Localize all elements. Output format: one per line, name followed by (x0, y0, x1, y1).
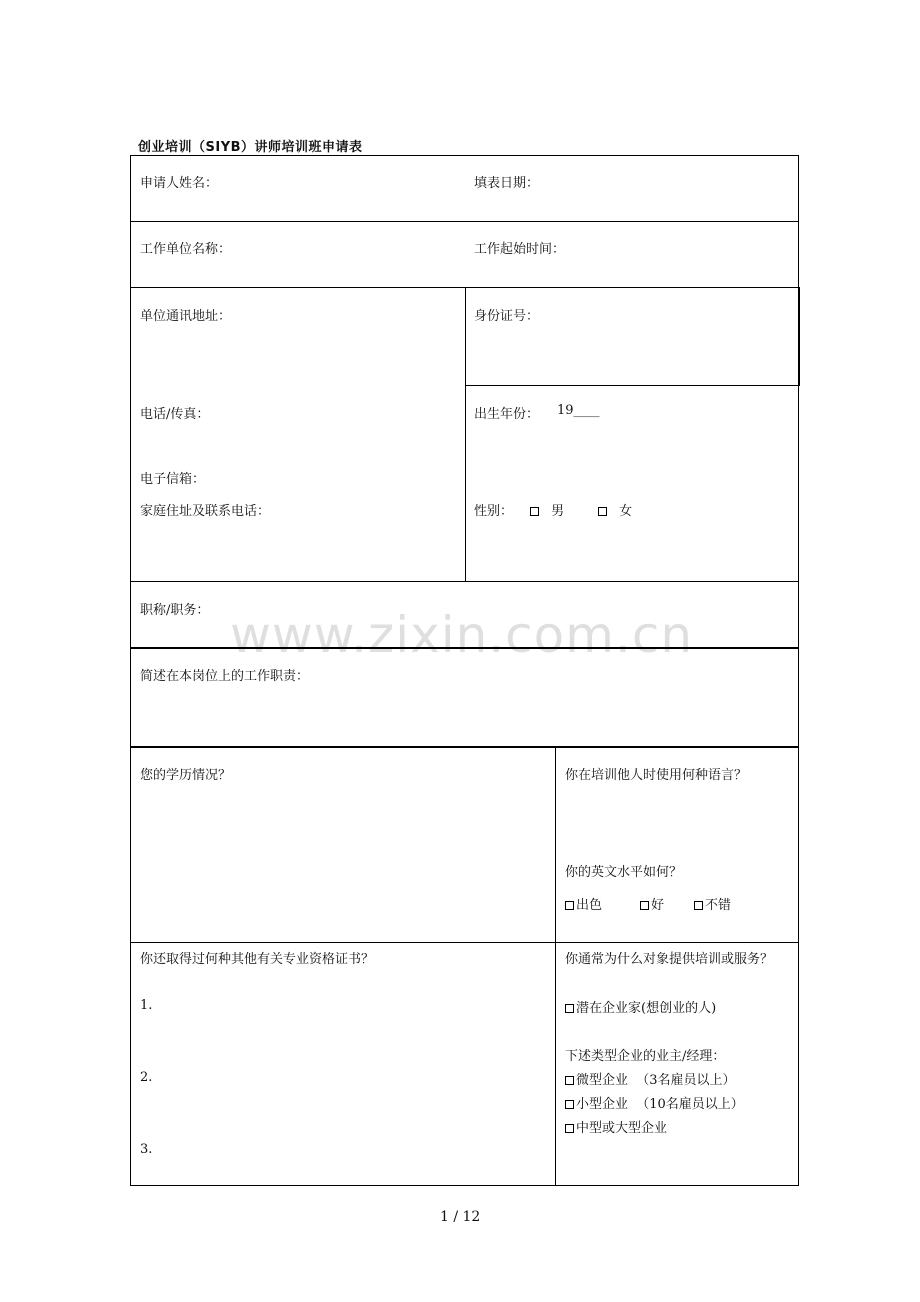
phone-fax-label: 电话/传真： (140, 407, 210, 422)
work-start-time-label: 工作起始时间： (474, 242, 566, 257)
form-title: 创业培训（SIYB）讲师培训班申请表 (138, 140, 363, 155)
english-fair-option[interactable] (694, 894, 731, 913)
checkbox-icon[interactable] (694, 901, 703, 910)
medium-large-enterprise-option[interactable] (565, 1117, 667, 1136)
home-address-phone-label: 家庭住址及联系电话： (140, 504, 271, 519)
training-language-label: 你在培训他人时使用何种语言？ (565, 768, 748, 783)
birth-year-field: 19____ (557, 403, 600, 418)
checkbox-icon[interactable] (565, 901, 574, 910)
email-label: 电子信箱： (140, 472, 206, 487)
certificate-line-1: 1. (140, 998, 153, 1013)
applicant-name-label: 申请人姓名： (140, 176, 219, 191)
micro-enterprise-option[interactable] (565, 1069, 736, 1088)
checkbox-icon[interactable] (640, 901, 649, 910)
english-excellent-option[interactable] (565, 894, 602, 913)
micro-enterprise-label: 微型企业 （3名雇员以上） (576, 1073, 736, 1088)
small-enterprise-option[interactable] (565, 1093, 744, 1112)
row-divider (130, 746, 799, 748)
gender-male-label: 男 (551, 504, 565, 519)
checkbox-icon[interactable] (530, 507, 539, 516)
column-divider (465, 287, 466, 582)
job-duties-label: 简述在本岗位上的工作职责： (140, 669, 310, 684)
employer-name-label: 工作单位名称： (140, 242, 232, 257)
column-divider (798, 287, 800, 386)
watermark-text: www.zixin.com.cn (230, 606, 694, 664)
gender-female-option[interactable] (598, 500, 632, 519)
column-divider (555, 746, 556, 1186)
small-enterprise-label: 小型企业 （10名雇员以上） (576, 1097, 744, 1112)
certificates-label: 你还取得过何种其他有关专业资格证书？ (140, 952, 375, 967)
checkbox-icon[interactable] (565, 1100, 574, 1109)
checkbox-icon[interactable] (565, 1124, 574, 1133)
education-label: 您的学历情况？ (140, 768, 232, 783)
owner-managers-label: 下述类型企业的业主/经理： (565, 1049, 726, 1064)
english-good-label: 好 (651, 898, 665, 913)
fill-date-label: 填表日期： (474, 176, 540, 191)
potential-entrepreneur-label: 潜在企业家(想创业的人) (576, 1001, 717, 1016)
row-divider (130, 942, 799, 943)
english-good-option[interactable] (640, 894, 664, 913)
certificate-line-2: 2. (140, 1070, 153, 1085)
target-audience-label: 你通常为什么对象提供培训或服务？ (565, 952, 774, 967)
checkbox-icon[interactable] (598, 507, 607, 516)
checkbox-icon[interactable] (565, 1004, 574, 1013)
page-number: 1 / 12 (440, 1209, 481, 1225)
id-number-label: 身份证号： (474, 309, 540, 324)
english-excellent-label: 出色 (576, 898, 603, 913)
potential-entrepreneur-option[interactable] (565, 997, 716, 1016)
checkbox-icon[interactable] (565, 1076, 574, 1085)
birth-year-label: 出生年份： (474, 407, 540, 422)
english-fair-label: 不错 (705, 898, 732, 913)
gender-female-label: 女 (619, 504, 633, 519)
english-level-label: 你的英文水平如何？ (565, 865, 683, 880)
certificate-line-3: 3. (140, 1142, 153, 1157)
row-divider (465, 385, 799, 386)
medium-large-enterprise-label: 中型或大型企业 (576, 1121, 668, 1136)
employer-address-label: 单位通讯地址： (140, 309, 232, 324)
gender-label: 性别： (474, 504, 514, 519)
gender-male-option[interactable] (530, 500, 564, 519)
row-divider (130, 221, 799, 222)
title-position-label: 职称/职务： (140, 603, 210, 618)
